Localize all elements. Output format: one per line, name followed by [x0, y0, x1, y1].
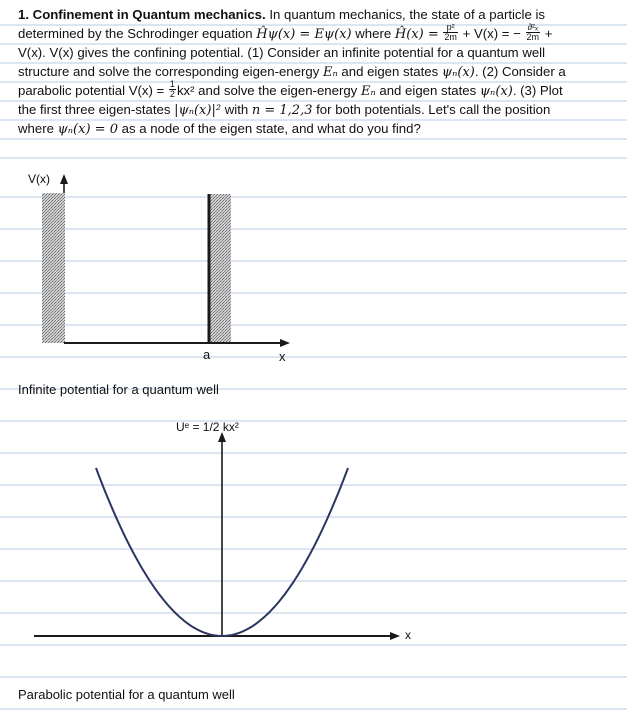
- parabolic-figure: [0, 430, 627, 660]
- infinite-well-width-label: a: [203, 347, 211, 362]
- parabolic-caption: Parabolic potential for a quantum well: [18, 687, 235, 702]
- fraction-d2-over-2m: [526, 23, 541, 42]
- y-axis-arrowhead: [60, 174, 68, 184]
- question-line-5: [18, 81, 614, 100]
- question-line-3: V(x). V(x) gives the confining potential. (1) Consider an infinite potential for a quantum well: [18, 45, 546, 60]
- text-segment: + V(x) = −: [462, 26, 521, 41]
- parabolic-title: Uᵉ = 1/2 kx²: [176, 420, 239, 434]
- infinite-well-caption: Infinite potential for a quantum well: [18, 382, 219, 397]
- left-wall: [42, 193, 65, 343]
- x-axis-arrowhead: [390, 632, 400, 640]
- quantum-number-values: n = 1,2,3: [251, 103, 313, 118]
- text-segment: as a node of the eigen state, and what do you find?: [121, 121, 421, 136]
- text-segment: for both potentials. Let's call the position: [316, 102, 551, 117]
- fraction-numerator: ∂²ₓ: [526, 23, 541, 33]
- fraction-denominator: 2m: [526, 32, 540, 43]
- text-segment: where: [18, 121, 54, 136]
- eigen-state-symbol: ψₙ(x): [441, 65, 475, 80]
- question-text: [18, 5, 614, 138]
- question-line-1-text: In quantum mechanics, the state of a particle is: [269, 7, 545, 22]
- right-wall: [209, 194, 231, 343]
- question-number: 1.: [18, 7, 29, 22]
- fraction-denominator: 2m: [444, 32, 457, 43]
- text-segment: kx² and solve the eigen-energy: [176, 83, 358, 98]
- text-segment: . (2) Consider a: [474, 64, 566, 79]
- question-line-1: [18, 5, 614, 24]
- text-segment: +: [544, 26, 553, 41]
- text-segment: and eigen states: [379, 83, 477, 98]
- eigen-energy-symbol: Eₙ: [322, 65, 338, 80]
- fraction-one-half: [169, 80, 176, 99]
- question-line-7: [18, 119, 614, 138]
- node-condition: ψₙ(x) = 0: [57, 122, 118, 137]
- question-line-6: [18, 100, 614, 119]
- text-segment: where: [355, 26, 392, 41]
- infinite-well-y-label: V(x): [28, 172, 50, 186]
- probability-density-symbol: |ψₙ(x)|²: [174, 103, 222, 118]
- hamiltonian-equation: Ĥ(x) =: [394, 27, 439, 42]
- question-title: Confinement in Quantum mechanics.: [32, 7, 266, 22]
- text-segment: structure and solve the corresponding eigen-energy: [18, 64, 320, 79]
- text-segment: . (3) Plot: [512, 83, 563, 98]
- eigen-state-symbol: ψₙ(x): [479, 84, 513, 99]
- question-line-4: [18, 62, 614, 81]
- text-segment: determined by the Schrodinger equation: [18, 26, 253, 41]
- fraction-p2-over-2m: [443, 23, 458, 42]
- eigen-energy-symbol: Eₙ: [360, 84, 376, 99]
- question-line-2: [18, 24, 614, 43]
- text-segment: and eigen states: [341, 64, 439, 79]
- text-segment: parabolic potential V(x) =: [18, 83, 165, 98]
- text-segment: the first three eigen-states: [18, 102, 171, 117]
- x-axis-arrowhead: [280, 339, 290, 347]
- text-segment: with: [224, 102, 249, 117]
- fraction-numerator: p²: [443, 23, 458, 33]
- fraction-numerator: 1: [169, 79, 175, 90]
- schrodinger-equation: Ĥψ(x) = Eψ(x): [256, 27, 352, 42]
- parabolic-x-label: x: [405, 628, 411, 642]
- fraction-denominator: 2: [169, 89, 175, 100]
- infinite-well-x-label: x: [279, 349, 286, 364]
- infinite-well-figure: [0, 168, 627, 368]
